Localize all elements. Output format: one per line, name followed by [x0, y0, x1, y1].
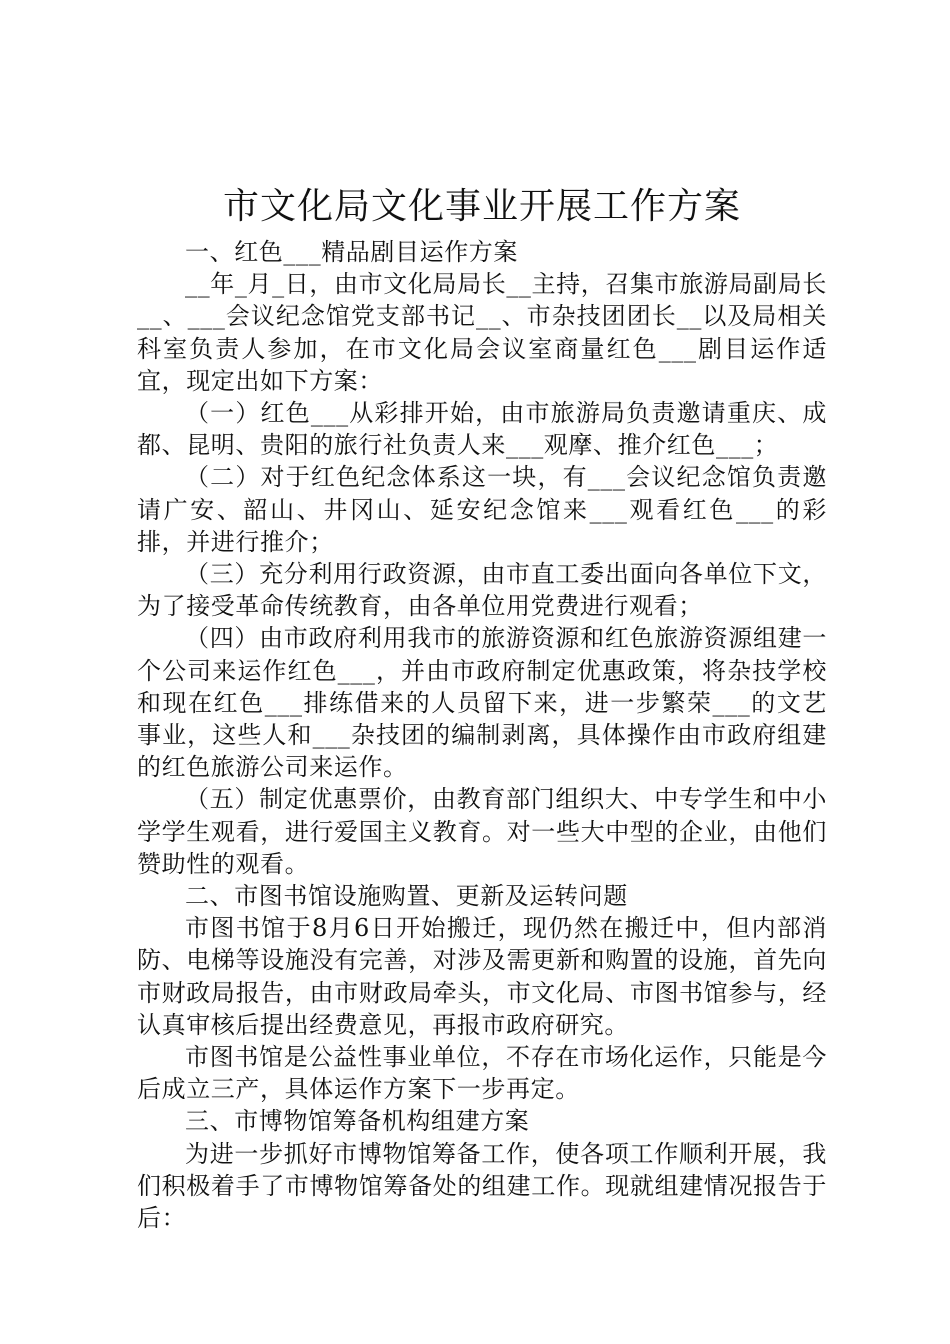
meeting-intro-paragraph: __年_月_日，由市文化局局长__主持，召集市旅游局副局长__、___会议纪念馆党支部书记__、市杂技团团长__以及局相关科室负责人参加，在市文化局会议室商量红色___剧目运作适宜，现定出如下方案：	[137, 270, 827, 395]
library-nature-paragraph: 市图书馆是公益性事业单位，不存在市场化运作，只能是今后成立三产，具体运作方案下一步再定。	[137, 1043, 827, 1104]
document-page	[137, 178, 827, 1234]
document-title: 市文化局文化事业开展工作方案	[222, 186, 741, 227]
library-relocation-paragraph: 市图书馆于8月6日开始搬迁，现仍然在搬迁中，但内部消防、电梯等设施没有完善，对涉及需更新和购置的设施，首先向市财政局报告，由市财政局牵头，市文化局、市图书馆参与，经认真审核后提出经费意见，再报市政府研究。	[137, 914, 827, 1039]
section-heading-3: 三、市博物馆筹备机构组建方案	[185, 1107, 530, 1136]
museum-preparation-paragraph: 为进一步抓好市博物馆筹备工作，使各项工作顺利开展，我们积极着手了市博物馆筹备处的组建工作。现就组建情况报告于后：	[137, 1139, 827, 1233]
plan-item-2: （二）对于红色纪念体系这一块，有___会议纪念馆负责邀请广安、韶山、井冈山、延安纪念馆来___观看红色___的彩排，并进行推介；	[137, 463, 827, 556]
plan-item-3: （三）充分利用行政资源，由市直工委出面向各单位下文，为了接受革命传统教育，由各单位用党费进行观看；	[137, 560, 827, 621]
section-heading-2: 二、市图书馆设施购置、更新及运转问题	[185, 882, 628, 911]
plan-item-5: （五）制定优惠票价，由教育部门组织大、中专学生和中小学学生观看，进行爱国主义教育。对一些大中型的企业，由他们赞助性的观看。	[137, 785, 827, 878]
plan-item-4: （四）由市政府利用我市的旅游资源和红色旅游资源组建一个公司来运作红色___，并由市政府制定优惠政策，将杂技学校和现在红色___排练借来的人员留下来，进一步繁荣___的文艺事业，这些人和___杂技团的编制剥离，具体操作由市政府组建的红色旅游公司来运作。	[137, 624, 827, 782]
plan-item-1: （一）红色___从彩排开始，由市旅游局负责邀请重庆、成都、昆明、贵阳的旅行社负责人来___观摩、推介红色___；	[137, 399, 827, 460]
section-heading-1: 一、红色___精品剧目运作方案	[185, 238, 518, 266]
